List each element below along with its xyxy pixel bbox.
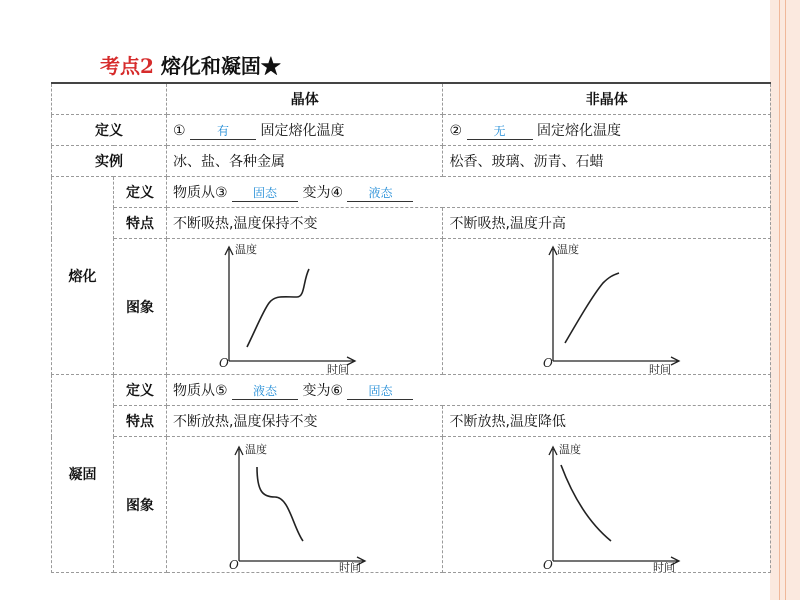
edge-line (779, 0, 780, 600)
heading-prefix: 考点2 (100, 54, 154, 78)
heading-title: 熔化和凝固★ (160, 54, 281, 78)
header-crystal: 晶体 (167, 83, 443, 115)
crystal-melting-graph (167, 239, 437, 374)
crystal-solidify-curve (257, 467, 303, 541)
y-axis-label: 温度 (559, 443, 582, 456)
x-axis-label: 时间 (339, 561, 361, 572)
solidify-def-label: 定义 (114, 375, 167, 406)
answer-blank: 液态 (232, 382, 298, 400)
melting-feature-noncrystal: 不断吸热,温度升高 (443, 208, 771, 239)
definition-crystal (167, 115, 443, 146)
origin-label: O (219, 356, 229, 370)
y-axis-label: 温度 (245, 443, 267, 456)
solidify-feature-crystal: 不断放热,温度保持不变 (167, 406, 443, 437)
example-crystal: 冰、盐、各种金属 (167, 146, 443, 177)
melting-feature-crystal: 不断吸热,温度保持不变 (167, 208, 443, 239)
definition-text: 物质从 (173, 185, 215, 201)
definition-noncrystal (443, 115, 771, 146)
blank-marker: ⑤ (215, 383, 228, 399)
melting-definition-row (52, 177, 771, 208)
definition-text: 固定熔化温度 (260, 123, 345, 139)
solidify-graph-crystal-cell (167, 437, 443, 573)
definition-label: 定义 (52, 115, 167, 146)
melting-graph-crystal-cell (167, 239, 443, 375)
solidify-feature-noncrystal: 不断放热,温度降低 (443, 406, 771, 437)
solidify-feature-label: 特点 (114, 406, 167, 437)
blank-marker: ④ (330, 185, 344, 201)
noncrystal-solidify-curve (561, 465, 611, 541)
answer-blank: 无 (467, 122, 533, 140)
example-row (52, 146, 771, 177)
solidify-definition (167, 375, 771, 406)
origin-label: O (543, 356, 554, 370)
noncrystal-melting-curve (565, 273, 619, 343)
definition-text: 变为 (302, 185, 331, 201)
y-axis-label: 温度 (557, 243, 580, 256)
edge-line (785, 0, 786, 600)
header-noncrystal: 非晶体 (443, 83, 771, 115)
solidify-graph-label: 图象 (114, 437, 167, 573)
answer-blank: 液态 (347, 184, 413, 202)
answer-blank: 有 (190, 122, 256, 140)
example-noncrystal: 松香、玻璃、沥青、石蜡 (443, 146, 771, 177)
melting-def-label: 定义 (114, 177, 167, 208)
melting-solidification-table (51, 82, 771, 573)
blank-marker: ① (173, 123, 186, 139)
x-axis-label: 时间 (649, 363, 672, 374)
header-empty (52, 83, 167, 115)
x-axis-label: 时间 (327, 363, 349, 374)
melting-definition (167, 177, 771, 208)
definition-text: 变为 (302, 383, 331, 399)
origin-label: O (229, 558, 239, 572)
definition-text: 物质从 (173, 383, 215, 399)
melting-feature-row (52, 208, 771, 239)
origin-label: O (543, 558, 554, 572)
solidify-graph-row (52, 437, 771, 573)
noncrystal-melting-graph (443, 239, 763, 374)
section-heading (100, 50, 281, 79)
x-axis-label: 时间 (653, 561, 676, 572)
solidify-label: 凝固 (52, 375, 114, 573)
crystal-melting-curve (247, 269, 309, 347)
solidify-graph-noncrystal-cell (443, 437, 771, 573)
noncrystal-solidify-graph (443, 437, 763, 572)
solidify-definition-row (52, 375, 771, 406)
answer-blank: 固态 (232, 184, 298, 202)
blank-marker: ③ (215, 185, 228, 201)
y-axis-label: 温度 (235, 243, 257, 256)
melting-feature-label: 特点 (114, 208, 167, 239)
blank-marker: ② (449, 123, 463, 139)
melting-label: 熔化 (52, 177, 114, 375)
crystal-solidify-graph (167, 437, 437, 572)
example-label: 实例 (52, 146, 167, 177)
melting-graph-noncrystal-cell (443, 239, 771, 375)
definition-text: 固定熔化温度 (536, 123, 621, 139)
melting-graph-row (52, 239, 771, 375)
blank-marker: ⑥ (330, 383, 344, 399)
header-row (52, 83, 771, 115)
melting-graph-label: 图象 (114, 239, 167, 375)
solidify-feature-row (52, 406, 771, 437)
definition-row (52, 115, 771, 146)
answer-blank: 固态 (347, 382, 413, 400)
